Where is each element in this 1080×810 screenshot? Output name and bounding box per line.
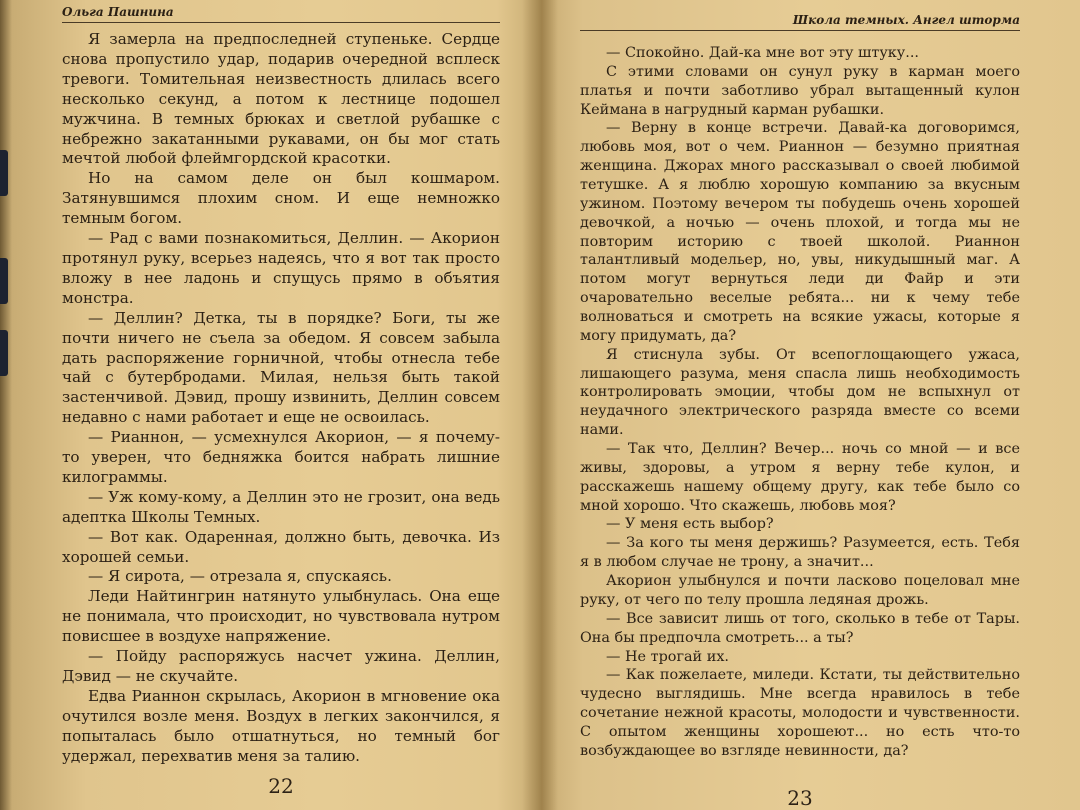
right-page-text xyxy=(580,44,1020,761)
paragraph: — Я сирота, — отрезала я, спускаясь. xyxy=(88,567,392,586)
left-edge-tab-marker xyxy=(0,150,8,196)
paragraph: — Все зависит лишь от того, сколько в тебе от Тары. Она бы предпочла смотреть... а ты? xyxy=(580,610,1020,646)
paragraph: Едва Рианнон скрылась, Акорион в мгновение ока очутился возле меня. Воздух в легких закончился, я попыталась было отшатнуться, но темный бог удержал, перехватив меня за талию. xyxy=(62,686,500,765)
paragraph: — Рад с вами познакомиться, Деллин. — Акорион протянул руку, всерьез надеясь, что я вот так просто вложу в нее ладонь и спущусь прямо в объятия монстра. xyxy=(62,229,500,307)
paragraph: — Рианнон, — усмехнулся Акорион, — я почему-то уверен, что бедняжка боится набрать лишние килограммы. xyxy=(62,428,500,486)
paragraph: — Вот как. Одаренная, должно быть, девочка. Из хорошей семьи. xyxy=(62,527,500,566)
left-edge-tab-marker xyxy=(0,330,8,376)
paragraph: Акорион улыбнулся и почти ласково поцеловал мне руку, от чего по телу прошла ледяная дрожь. xyxy=(580,573,1020,608)
paragraph: Я замерла на предпоследней ступеньке. Сердце снова пропустило удар, подарив очередной всплеск тревоги. Томительная неизвестность длилась всего несколько секунд, а потом к лестнице подошел мужчина. В темных брюках и светлой рубашке с небрежно закатанными рукавами, он бы мог стать мечтой любой флеймгордской красотки. xyxy=(62,30,500,168)
paragraph: С этими словами он сунул руку в карман моего платья и почти заботливо убрал вытащенный кулон Кеймана в нагрудный карман рубашки. xyxy=(580,63,1020,118)
paragraph: — Пойду распоряжусь насчет ужина. Деллин, Дэвид — не скучайте. xyxy=(62,647,500,685)
paragraph: — За кого ты меня держишь? Разумеется, есть. Тебя я в любом случае не трону, а значит... xyxy=(580,535,1020,571)
left-page-text xyxy=(62,30,500,767)
paragraph: — Деллин? Детка, ты в порядке? Боги, ты же почти ничего не съела за обедом. Я совсем забыла дать распоряжение горничной, чтобы отнесла тебе чай с бутербродами. Милая, нельзя быть такой застенчивой. Дэвид, прошу извинить, Деллин совсем недавно с нами работает и еще не освоилась. xyxy=(62,308,500,427)
paragraph: Леди Найтингрин натянуто улыбнулась. Она еще не понимала, что происходит, но чувствовала нутром повисшее в воздухе напряжение. xyxy=(62,587,500,646)
left-page-edge xyxy=(0,0,12,810)
paragraph: — У меня есть выбор? xyxy=(606,516,774,533)
paragraph: — Как пожелаете, миледи. Кстати, ты действительно чудесно выглядишь. Мне всегда нравилось в тебе сочетание нежной красоты, молодости и чувственности. С опытом женщины хорошеют... но есть что-то возбуждающее во взгляде невинности, да? xyxy=(580,667,1020,759)
paragraph: — Спокойно. Дай-ка мне вот эту штуку... xyxy=(606,45,919,61)
left-page-number: 22 xyxy=(268,774,294,798)
left-edge-tab-marker xyxy=(0,258,8,304)
left-running-head: Ольга Пашнина xyxy=(62,4,500,23)
book-spine xyxy=(522,0,558,810)
right-page-number: 23 xyxy=(787,786,813,810)
paragraph: — Верну в конце встречи. Давай-ка договоримся, любовь моя, вот о чем. Рианнон — безумно приятная женщина. Джорах много рассказывал о своей любимой тетушке. А я люблю хорошую компанию за вкусным ужином. Поэтому вечером ты побудешь очень хорошей девочкой, а ночью — очень плохой, и тогда мы не повторим историю с твоей школой. Рианнон талантливый модельер, но, увы, никудышный маг. А потом могут вернуться леди ди Файр и эти очаровательно веселые ребята... ни к чему тебе волноваться и смотреть на всякие ужасы, которые я могу придумать, да? xyxy=(580,120,1020,344)
paragraph: — Так что, Деллин? Вечер... ночь со мной — и все живы, здоровы, а утром я верну тебе кулон, и расскажешь нашему общему другу, как тебе было со мной хорошо. Что скажешь, любовь моя? xyxy=(580,441,1020,514)
paragraph: — Не трогай их. xyxy=(606,648,730,665)
right-running-head: Школа темных. Ангел шторма xyxy=(580,12,1020,31)
right-page xyxy=(580,0,1020,810)
paragraph: Но на самом деле он был кошмаром. Затянувшимся плохим сном. И еще немножко темным богом. xyxy=(62,169,500,228)
paragraph: Я стиснула зубы. От всепоглощающего ужаса, лишающего разума, меня спасла лишь необходимость контролировать эмоции, чтобы дом не вспыхнул от неудачного электрического разряда вместе со всеми нами. xyxy=(580,346,1020,439)
paragraph: — Уж кому-кому, а Деллин это не грозит, она ведь адептка Школы Темных. xyxy=(62,487,500,526)
left-page xyxy=(62,0,500,810)
